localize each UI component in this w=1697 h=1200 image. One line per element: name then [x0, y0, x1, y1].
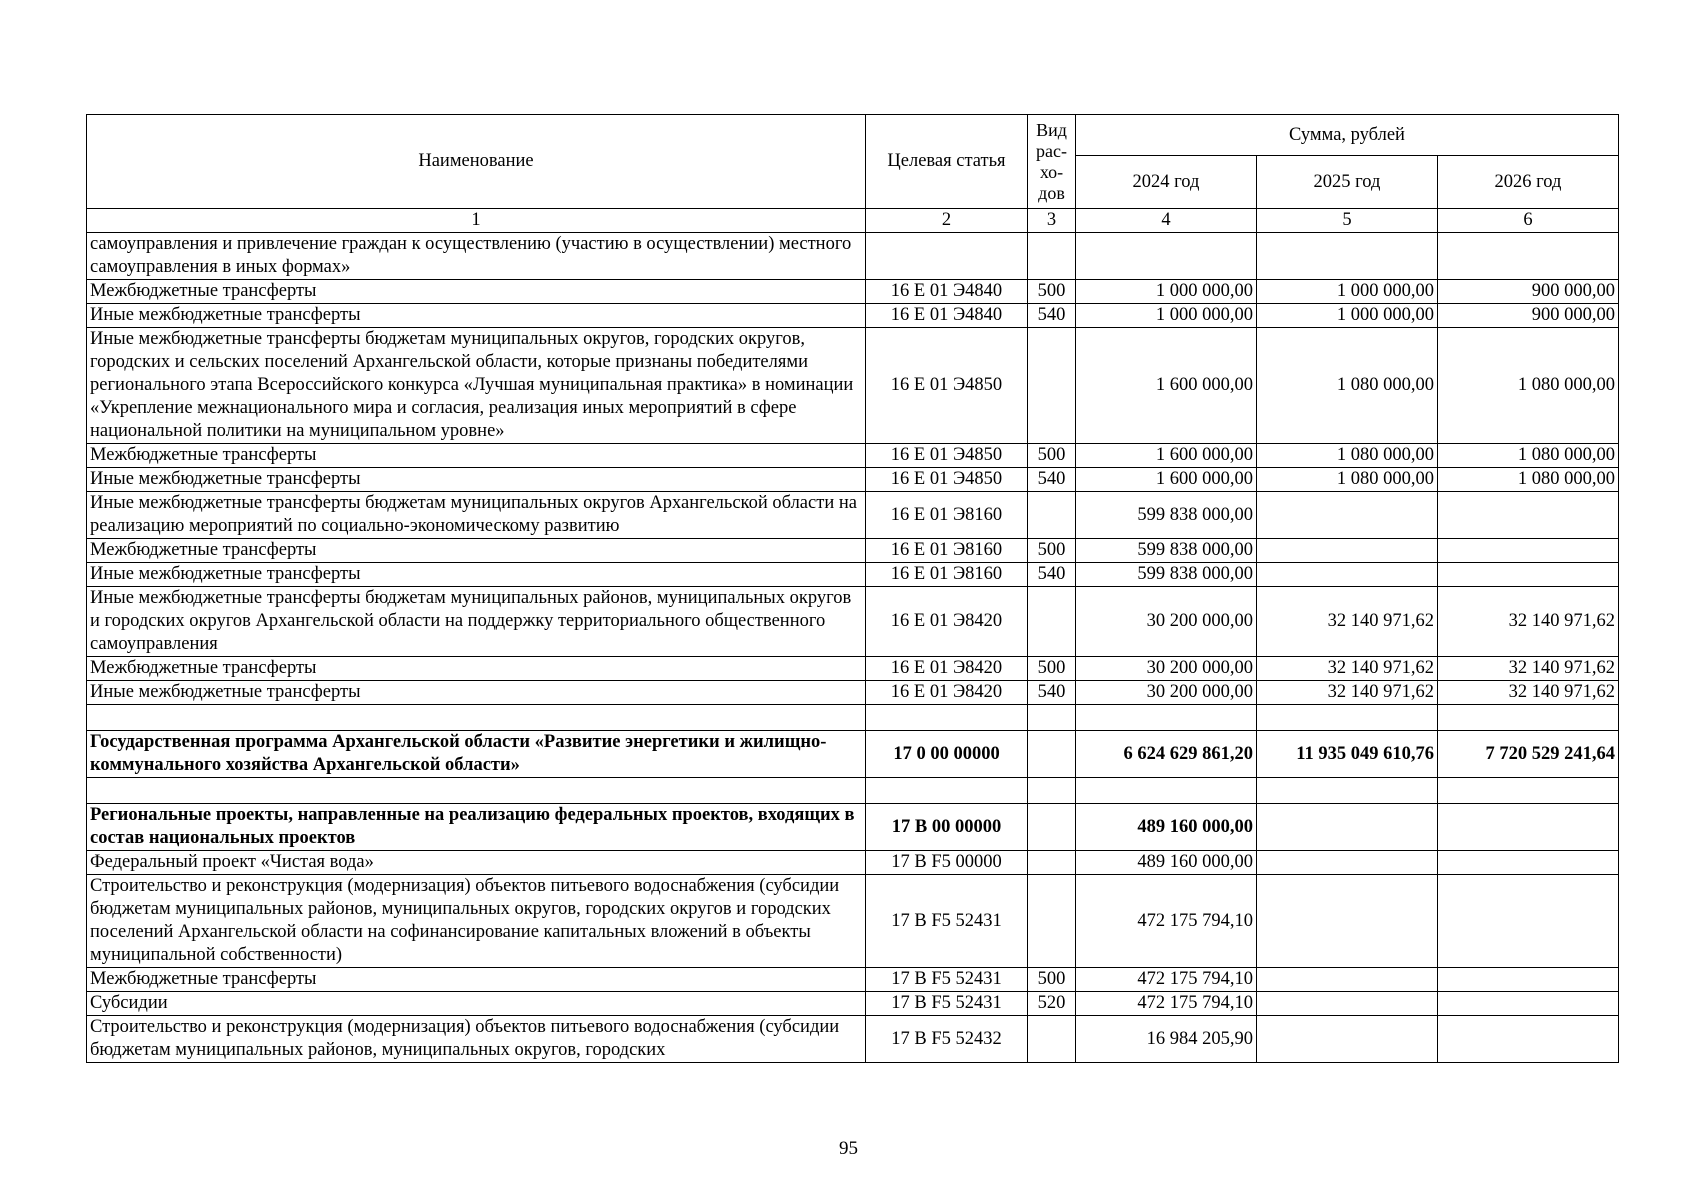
row-amount-2024-cell: 30 200 000,00 — [1076, 657, 1257, 681]
table-row — [87, 1016, 1619, 1063]
row-expense-type-cell — [1028, 1016, 1076, 1063]
row-amount-2025-cell: 1 080 000,00 — [1257, 468, 1438, 492]
row-expense-type-cell — [1028, 587, 1076, 657]
row-amount-2025-cell — [1257, 563, 1438, 587]
row-amount-2026-cell: 1 080 000,00 — [1438, 444, 1619, 468]
header-target-article: Целевая статья — [866, 115, 1028, 209]
row-amount-2025-cell — [1257, 992, 1438, 1016]
empty-cell — [87, 705, 866, 731]
row-amount-2026-cell — [1438, 851, 1619, 875]
row-target-article-cell: 16 Е 01 Э8160 — [866, 492, 1028, 539]
row-amount-2025-cell: 11 935 049 610,76 — [1257, 731, 1438, 778]
row-amount-2026-cell: 900 000,00 — [1438, 280, 1619, 304]
column-number: 6 — [1438, 209, 1619, 233]
column-number: 3 — [1028, 209, 1076, 233]
row-amount-2026-cell: 7 720 529 241,64 — [1438, 731, 1619, 778]
row-amount-2024-cell — [1076, 233, 1257, 280]
row-target-article-cell: 17 В F5 52432 — [866, 1016, 1028, 1063]
table-row — [87, 657, 1619, 681]
row-target-article-cell: 16 Е 01 Э4850 — [866, 328, 1028, 444]
row-amount-2026-cell: 1 080 000,00 — [1438, 468, 1619, 492]
row-amount-2025-cell: 1 000 000,00 — [1257, 304, 1438, 328]
row-expense-type-cell: 540 — [1028, 681, 1076, 705]
column-number: 1 — [87, 209, 866, 233]
row-target-article-cell: 17 В 00 00000 — [866, 804, 1028, 851]
row-amount-2024-cell: 599 838 000,00 — [1076, 492, 1257, 539]
row-amount-2024-cell: 1 600 000,00 — [1076, 444, 1257, 468]
page-number: 95 — [839, 1138, 858, 1159]
row-target-article-cell: 17 В F5 52431 — [866, 968, 1028, 992]
row-expense-type-cell: 500 — [1028, 444, 1076, 468]
row-amount-2025-cell — [1257, 875, 1438, 968]
row-amount-2026-cell — [1438, 539, 1619, 563]
row-amount-2026-cell: 32 140 971,62 — [1438, 681, 1619, 705]
table-row — [87, 968, 1619, 992]
table-row — [87, 280, 1619, 304]
row-name-cell: Межбюджетные трансферты — [87, 657, 866, 681]
row-expense-type-cell: 540 — [1028, 468, 1076, 492]
empty-cell — [1028, 778, 1076, 804]
row-amount-2024-cell: 599 838 000,00 — [1076, 539, 1257, 563]
table-row — [87, 587, 1619, 657]
table-row — [87, 992, 1619, 1016]
empty-cell — [1438, 778, 1619, 804]
row-expense-type-cell — [1028, 804, 1076, 851]
empty-cell — [1257, 778, 1438, 804]
row-amount-2024-cell: 472 175 794,10 — [1076, 875, 1257, 968]
header-expense-type: Вид рас-хо-дов — [1028, 115, 1076, 209]
row-amount-2025-cell — [1257, 968, 1438, 992]
empty-cell — [1076, 705, 1257, 731]
row-amount-2024-cell: 16 984 205,90 — [1076, 1016, 1257, 1063]
empty-cell — [866, 778, 1028, 804]
header-year-2025: 2025 год — [1257, 156, 1438, 209]
row-amount-2024-cell: 30 200 000,00 — [1076, 681, 1257, 705]
row-amount-2025-cell — [1257, 492, 1438, 539]
row-name-cell: Иные межбюджетные трансферты бюджетам муниципальных округов Архангельской области на реализацию мероприятий по социально-экономическому развитию — [87, 492, 866, 539]
row-target-article-cell: 16 Е 01 Э8420 — [866, 681, 1028, 705]
row-name-cell: Субсидии — [87, 992, 866, 1016]
table-row — [87, 539, 1619, 563]
row-expense-type-cell: 520 — [1028, 992, 1076, 1016]
row-name-cell: Строительство и реконструкция (модернизация) объектов питьевого водоснабжения (субсидии бюджетам муниципальных районов, муниципальных округов, городских округов и городских поселений Архангельской области на софинансирование капитальных вложений в объекты муниципальной собственности) — [87, 875, 866, 968]
row-name-cell: Строительство и реконструкция (модернизация) объектов питьевого водоснабжения (субсидии бюджетам муниципальных районов, муниципальных округов, городских — [87, 1016, 866, 1063]
column-number-row — [87, 209, 1619, 233]
row-name-cell: Федеральный проект «Чистая вода» — [87, 851, 866, 875]
row-target-article-cell: 17 В F5 52431 — [866, 875, 1028, 968]
row-amount-2026-cell — [1438, 563, 1619, 587]
header-year-2024: 2024 год — [1076, 156, 1257, 209]
row-amount-2025-cell — [1257, 851, 1438, 875]
row-amount-2025-cell: 32 140 971,62 — [1257, 657, 1438, 681]
row-target-article-cell: 16 Е 01 Э8420 — [866, 657, 1028, 681]
column-number: 2 — [866, 209, 1028, 233]
row-name-cell: Межбюджетные трансферты — [87, 444, 866, 468]
row-expense-type-cell: 500 — [1028, 968, 1076, 992]
row-name-cell: Иные межбюджетные трансферты бюджетам муниципальных округов, городских округов, городских и сельских поселений Архангельской области, которые признаны победителями регионального этапа Всероссийского конкурса «Лучшая муниципальная практика» в номинации «Укрепление межнационального мира и согласия, реализация иных мероприятий в сфере национальной политики на муниципальном уровне» — [87, 328, 866, 444]
row-amount-2025-cell: 1 080 000,00 — [1257, 444, 1438, 468]
row-amount-2025-cell — [1257, 233, 1438, 280]
budget-table — [86, 114, 1619, 1063]
header-name: Наименование — [87, 115, 866, 209]
column-number: 5 — [1257, 209, 1438, 233]
row-expense-type-cell: 500 — [1028, 539, 1076, 563]
row-amount-2026-cell: 1 080 000,00 — [1438, 328, 1619, 444]
empty-cell — [1257, 705, 1438, 731]
row-amount-2026-cell — [1438, 1016, 1619, 1063]
table-row — [87, 492, 1619, 539]
row-expense-type-cell: 500 — [1028, 280, 1076, 304]
table-row — [87, 804, 1619, 851]
row-target-article-cell: 16 Е 01 Э4840 — [866, 304, 1028, 328]
empty-cell — [1438, 705, 1619, 731]
table-row — [87, 851, 1619, 875]
row-expense-type-cell — [1028, 851, 1076, 875]
table-row — [87, 468, 1619, 492]
row-expense-type-cell — [1028, 492, 1076, 539]
table-row — [87, 328, 1619, 444]
row-amount-2024-cell: 1 600 000,00 — [1076, 328, 1257, 444]
row-amount-2026-cell: 900 000,00 — [1438, 304, 1619, 328]
row-amount-2024-cell: 1 000 000,00 — [1076, 304, 1257, 328]
row-target-article-cell: 17 В F5 00000 — [866, 851, 1028, 875]
row-amount-2026-cell — [1438, 492, 1619, 539]
table-row — [87, 681, 1619, 705]
row-amount-2024-cell: 1 600 000,00 — [1076, 468, 1257, 492]
row-amount-2024-cell: 6 624 629 861,20 — [1076, 731, 1257, 778]
row-name-cell: самоуправления и привлечение граждан к осуществлению (участию в осуществлении) местного самоуправления в иных формах» — [87, 233, 866, 280]
empty-cell — [1028, 705, 1076, 731]
header-year-2026: 2026 год — [1438, 156, 1619, 209]
column-number: 4 — [1076, 209, 1257, 233]
empty-cell — [1076, 778, 1257, 804]
row-amount-2026-cell — [1438, 992, 1619, 1016]
row-amount-2024-cell: 489 160 000,00 — [1076, 804, 1257, 851]
row-name-cell: Иные межбюджетные трансферты — [87, 681, 866, 705]
row-target-article-cell: 16 Е 01 Э4840 — [866, 280, 1028, 304]
row-target-article-cell: 16 Е 01 Э8420 — [866, 587, 1028, 657]
row-name-cell: Межбюджетные трансферты — [87, 280, 866, 304]
row-expense-type-cell — [1028, 875, 1076, 968]
row-name-cell: Государственная программа Архангельской области «Развитие энергетики и жилищно-коммунального хозяйства Архангельской области» — [87, 731, 866, 778]
row-name-cell: Межбюджетные трансферты — [87, 539, 866, 563]
row-amount-2025-cell — [1257, 804, 1438, 851]
row-amount-2024-cell: 472 175 794,10 — [1076, 992, 1257, 1016]
row-amount-2025-cell — [1257, 539, 1438, 563]
row-amount-2026-cell — [1438, 233, 1619, 280]
row-expense-type-cell: 540 — [1028, 304, 1076, 328]
row-target-article-cell: 17 0 00 00000 — [866, 731, 1028, 778]
row-name-cell: Иные межбюджетные трансферты бюджетам муниципальных районов, муниципальных округов и городских округов Архангельской области на поддержку территориального общественного самоуправления — [87, 587, 866, 657]
table-row — [87, 705, 1619, 731]
row-amount-2024-cell: 489 160 000,00 — [1076, 851, 1257, 875]
row-name-cell: Иные межбюджетные трансферты — [87, 563, 866, 587]
row-amount-2026-cell — [1438, 875, 1619, 968]
header-row-top — [87, 115, 1619, 156]
table-row — [87, 304, 1619, 328]
row-expense-type-cell: 500 — [1028, 657, 1076, 681]
row-amount-2025-cell: 1 080 000,00 — [1257, 328, 1438, 444]
row-target-article-cell: 16 Е 01 Э8160 — [866, 563, 1028, 587]
header-sum: Сумма, рублей — [1076, 115, 1619, 156]
row-target-article-cell: 16 Е 01 Э4850 — [866, 468, 1028, 492]
row-amount-2026-cell: 32 140 971,62 — [1438, 657, 1619, 681]
table-row — [87, 778, 1619, 804]
row-amount-2024-cell: 30 200 000,00 — [1076, 587, 1257, 657]
row-target-article-cell: 16 Е 01 Э8160 — [866, 539, 1028, 563]
row-name-cell: Иные межбюджетные трансферты — [87, 304, 866, 328]
table-row — [87, 563, 1619, 587]
row-amount-2025-cell: 1 000 000,00 — [1257, 280, 1438, 304]
row-expense-type-cell — [1028, 233, 1076, 280]
row-amount-2025-cell: 32 140 971,62 — [1257, 681, 1438, 705]
table-body — [87, 233, 1619, 1063]
row-name-cell: Региональные проекты, направленные на реализацию федеральных проектов, входящих в состав национальных проектов — [87, 804, 866, 851]
row-amount-2024-cell: 599 838 000,00 — [1076, 563, 1257, 587]
row-expense-type-cell: 540 — [1028, 563, 1076, 587]
row-amount-2026-cell — [1438, 804, 1619, 851]
row-expense-type-cell — [1028, 731, 1076, 778]
table-row — [87, 875, 1619, 968]
table-row — [87, 233, 1619, 280]
row-amount-2024-cell: 472 175 794,10 — [1076, 968, 1257, 992]
row-amount-2026-cell — [1438, 968, 1619, 992]
row-amount-2025-cell: 32 140 971,62 — [1257, 587, 1438, 657]
row-amount-2024-cell: 1 000 000,00 — [1076, 280, 1257, 304]
empty-cell — [87, 778, 866, 804]
row-target-article-cell — [866, 233, 1028, 280]
empty-cell — [866, 705, 1028, 731]
row-amount-2026-cell: 32 140 971,62 — [1438, 587, 1619, 657]
table-row — [87, 444, 1619, 468]
row-expense-type-cell — [1028, 328, 1076, 444]
row-amount-2025-cell — [1257, 1016, 1438, 1063]
row-target-article-cell: 16 Е 01 Э4850 — [866, 444, 1028, 468]
row-name-cell: Иные межбюджетные трансферты — [87, 468, 866, 492]
table-row — [87, 731, 1619, 778]
row-name-cell: Межбюджетные трансферты — [87, 968, 866, 992]
row-target-article-cell: 17 В F5 52431 — [866, 992, 1028, 1016]
